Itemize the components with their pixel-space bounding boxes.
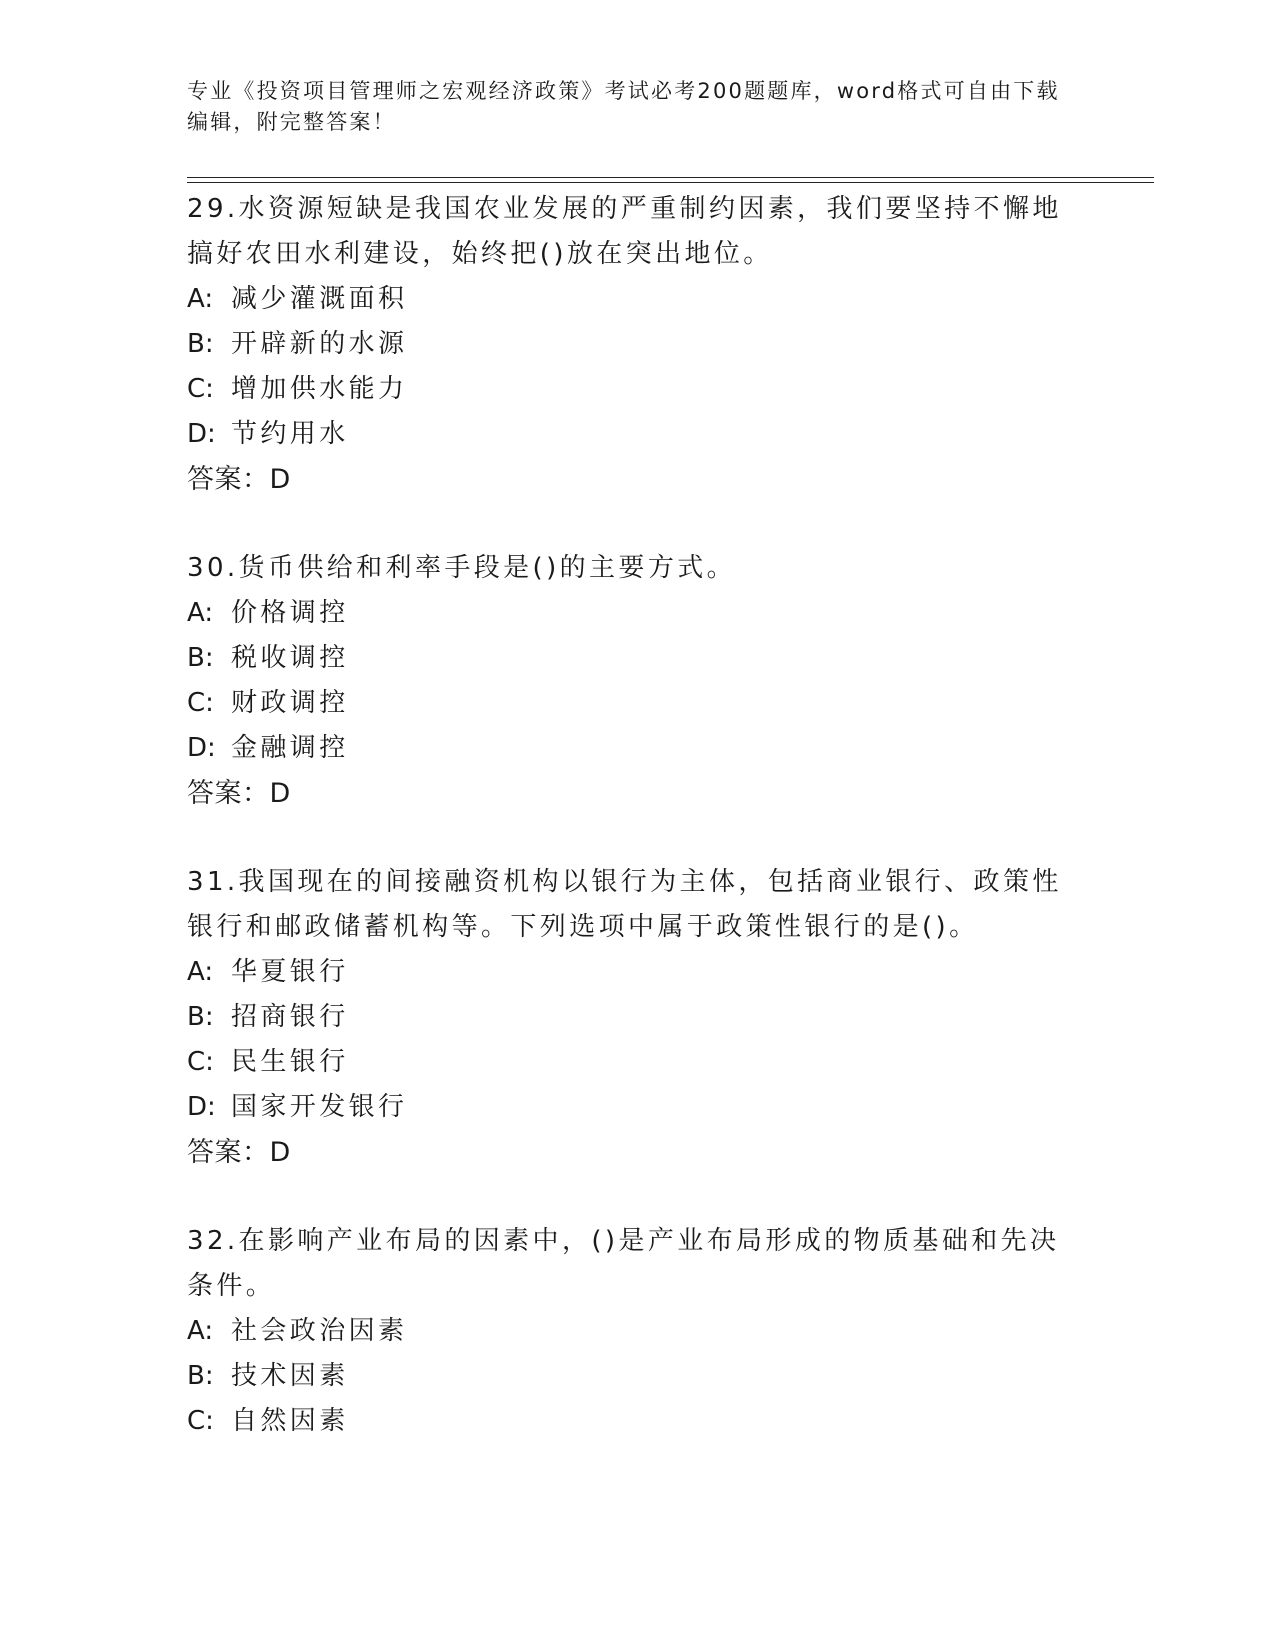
question-stem: 31.我国现在的间接融资机构以银行为主体，包括商业银行、政策性银行和邮政储蓄机构等。下列选项中属于政策性银行的是()。 xyxy=(187,867,1062,942)
option-c xyxy=(187,1040,1087,1085)
option-a xyxy=(187,591,1087,636)
option-a xyxy=(187,950,1087,995)
option-label: A: xyxy=(187,957,214,987)
option-text: 金融调控 xyxy=(231,733,349,763)
option-label: D: xyxy=(187,1092,216,1122)
option-b xyxy=(187,1354,1087,1399)
option-b xyxy=(187,995,1087,1040)
option-text: 招商银行 xyxy=(231,1002,349,1032)
option-b xyxy=(187,636,1087,681)
option-label: A: xyxy=(187,598,214,628)
option-text: 财政调控 xyxy=(231,688,349,718)
option-text: 价格调控 xyxy=(231,598,349,628)
option-label: C: xyxy=(187,688,214,718)
option-text: 税收调控 xyxy=(231,643,349,673)
option-text: 国家开发银行 xyxy=(231,1092,408,1122)
option-label: C: xyxy=(187,1047,214,1077)
option-label: C: xyxy=(187,374,214,404)
option-b xyxy=(187,322,1087,367)
option-text: 民生银行 xyxy=(231,1047,349,1077)
question-32 xyxy=(187,1219,1087,1444)
question-stem: 29.水资源短缺是我国农业发展的严重制约因素，我们要坚持不懈地搞好农田水利建设，始终把()放在突出地位。 xyxy=(187,194,1062,269)
option-text: 社会政治因素 xyxy=(231,1316,408,1346)
option-d xyxy=(187,726,1087,771)
answer-line: 答案：D xyxy=(187,464,291,495)
question-stem: 32.在影响产业布局的因素中，()是产业布局形成的物质基础和先决条件。 xyxy=(187,1226,1060,1301)
option-label: D: xyxy=(187,419,216,449)
option-label: A: xyxy=(187,284,214,314)
option-text: 技术因素 xyxy=(231,1361,349,1391)
option-label: B: xyxy=(187,329,214,359)
document-header: 专业《投资项目管理师之宏观经济政策》考试必考200题题库，word格式可自由下载编辑，附完整答案！ xyxy=(187,79,1060,134)
option-text: 节约用水 xyxy=(231,419,349,449)
option-label: C: xyxy=(187,1406,214,1436)
option-a xyxy=(187,1309,1087,1354)
question-30 xyxy=(187,546,1087,816)
option-c xyxy=(187,367,1087,412)
answer-line: 答案：D xyxy=(187,1137,291,1168)
option-text: 自然因素 xyxy=(231,1406,349,1436)
option-text: 减少灌溉面积 xyxy=(231,284,408,314)
question-31 xyxy=(187,860,1087,1175)
option-text: 开辟新的水源 xyxy=(231,329,408,359)
option-label: D: xyxy=(187,733,216,763)
header-divider-top xyxy=(187,177,1154,178)
option-text: 华夏银行 xyxy=(231,957,349,987)
option-d xyxy=(187,412,1087,457)
option-c xyxy=(187,1399,1087,1444)
option-label: B: xyxy=(187,1361,214,1391)
option-c xyxy=(187,681,1087,726)
option-label: B: xyxy=(187,643,214,673)
option-text: 增加供水能力 xyxy=(231,374,408,404)
answer-line: 答案：D xyxy=(187,778,291,809)
option-d xyxy=(187,1085,1087,1130)
option-label: A: xyxy=(187,1316,214,1346)
question-stem: 30.货币供给和利率手段是()的主要方式。 xyxy=(187,553,737,583)
question-29 xyxy=(187,187,1087,502)
option-a xyxy=(187,277,1087,322)
question-list xyxy=(187,187,1087,1488)
header-divider-bottom xyxy=(187,182,1154,183)
option-label: B: xyxy=(187,1002,214,1032)
